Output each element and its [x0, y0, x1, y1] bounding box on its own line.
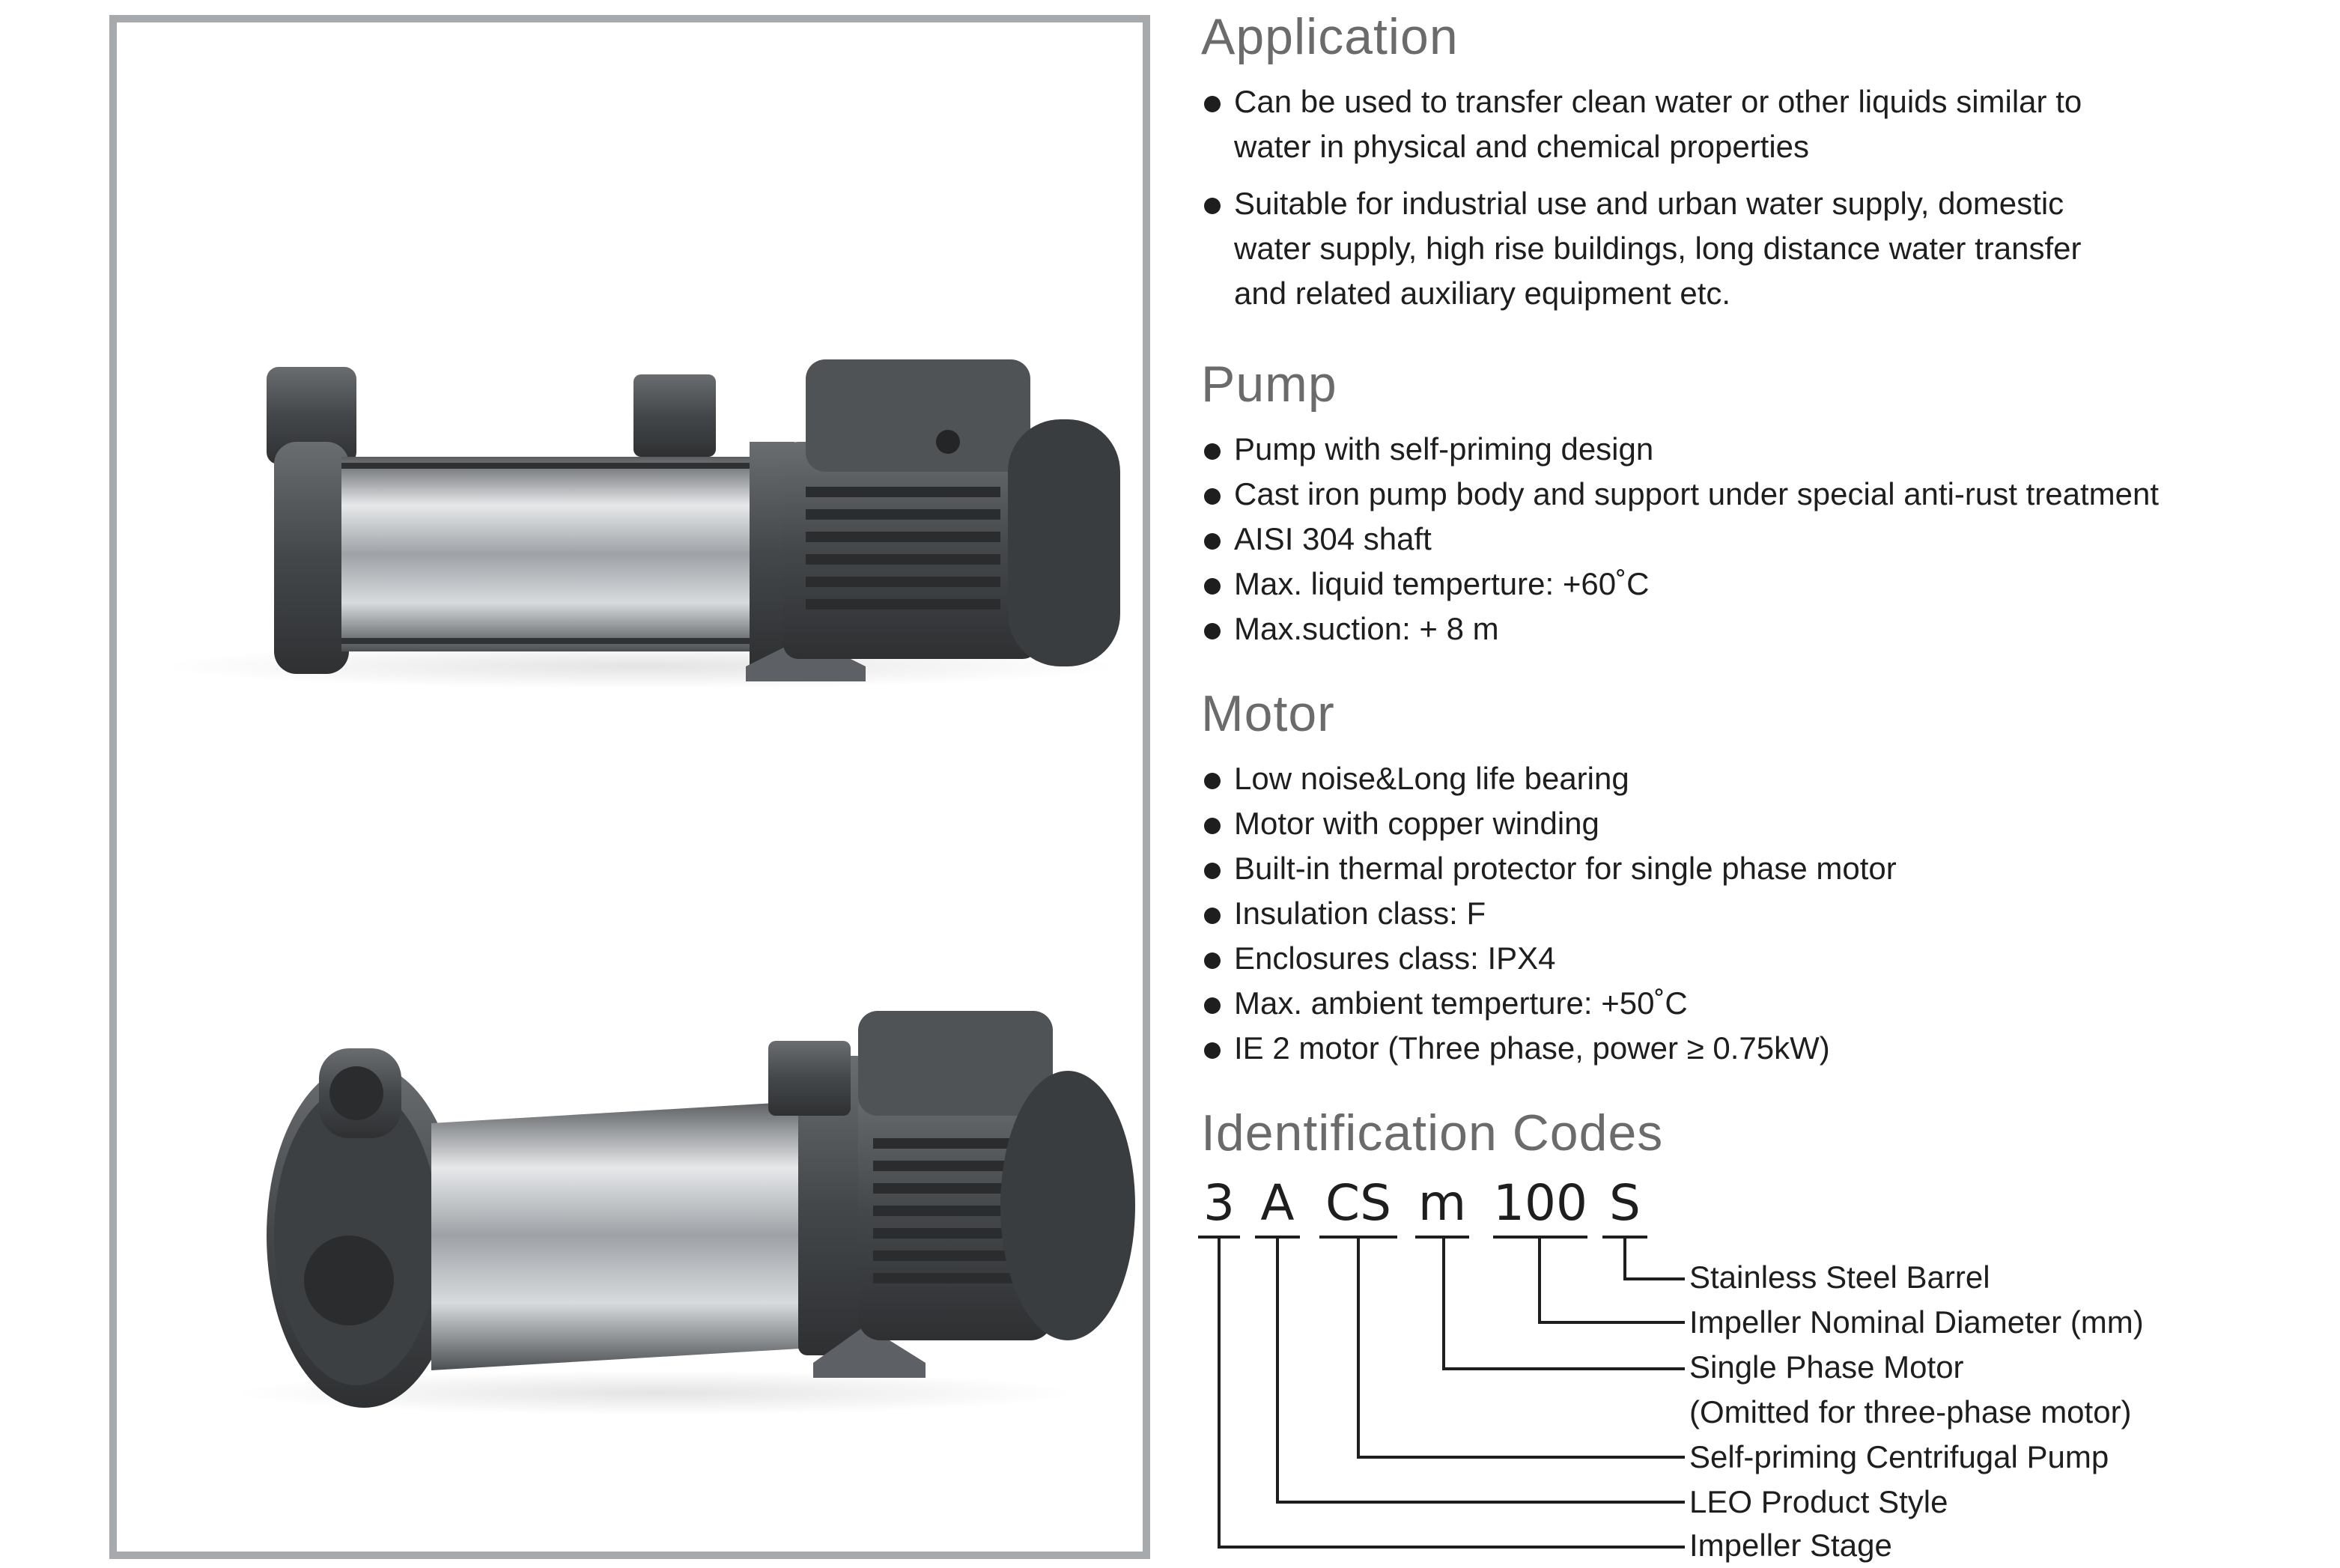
- application-heading: Application: [1201, 8, 1459, 65]
- list-item: AISI 304 shaft: [1201, 517, 2324, 562]
- code-barrel: S: [1609, 1174, 1641, 1232]
- list-item: Cast iron pump body and support under special anti-rust treatment: [1201, 472, 2324, 517]
- code-pump-type: CS: [1325, 1174, 1391, 1232]
- list-item: Low noise&Long life bearing: [1201, 756, 2324, 801]
- label-centrifugal-pump: Self-priming Centrifugal Pump: [1689, 1439, 2109, 1474]
- list-item: Suitable for industrial use and urban water supply, domestic water supply, high rise buildings, long distance water transfer and related auxiliary equipment etc.: [1201, 181, 2324, 316]
- list-item: Max.suction: + 8 m: [1201, 607, 2324, 651]
- list-item: Can be used to transfer clean water or other liquids similar to water in physical and chemical properties: [1201, 79, 2324, 169]
- list-item: Enclosures class: IPX4: [1201, 936, 2324, 981]
- label-single-phase-motor: Single Phase Motor: [1689, 1349, 1964, 1385]
- list-item: Built-in thermal protector for single phase motor: [1201, 846, 2324, 891]
- list-item: IE 2 motor (Three phase, power ≥ 0.75kW): [1201, 1026, 2324, 1071]
- label-stainless-barrel: Stainless Steel Barrel: [1689, 1259, 1990, 1295]
- code-style: A: [1260, 1174, 1295, 1232]
- identification-heading: Identification Codes: [1201, 1104, 1664, 1161]
- pump-heading: Pump: [1201, 356, 1337, 413]
- list-item: Insulation class: F: [1201, 891, 2324, 936]
- list-item: Max. ambient temperture: +50˚C: [1201, 981, 2324, 1026]
- code-motor: m: [1417, 1174, 1467, 1232]
- list-item: Max. liquid temperture: +60˚C: [1201, 562, 2324, 607]
- motor-heading: Motor: [1201, 685, 1335, 742]
- label-impeller-stage: Impeller Stage: [1689, 1528, 1892, 1563]
- code-diameter: 100: [1493, 1174, 1587, 1232]
- list-item: Motor with copper winding: [1201, 801, 2324, 846]
- label-product-style: LEO Product Style: [1689, 1484, 1948, 1519]
- code-stage: 3: [1203, 1174, 1235, 1232]
- label-omitted-note: (Omitted for three-phase motor): [1689, 1394, 2132, 1429]
- label-impeller-diameter: Impeller Nominal Diameter (mm): [1689, 1304, 2144, 1340]
- list-item: Pump with self-priming design: [1201, 427, 2324, 472]
